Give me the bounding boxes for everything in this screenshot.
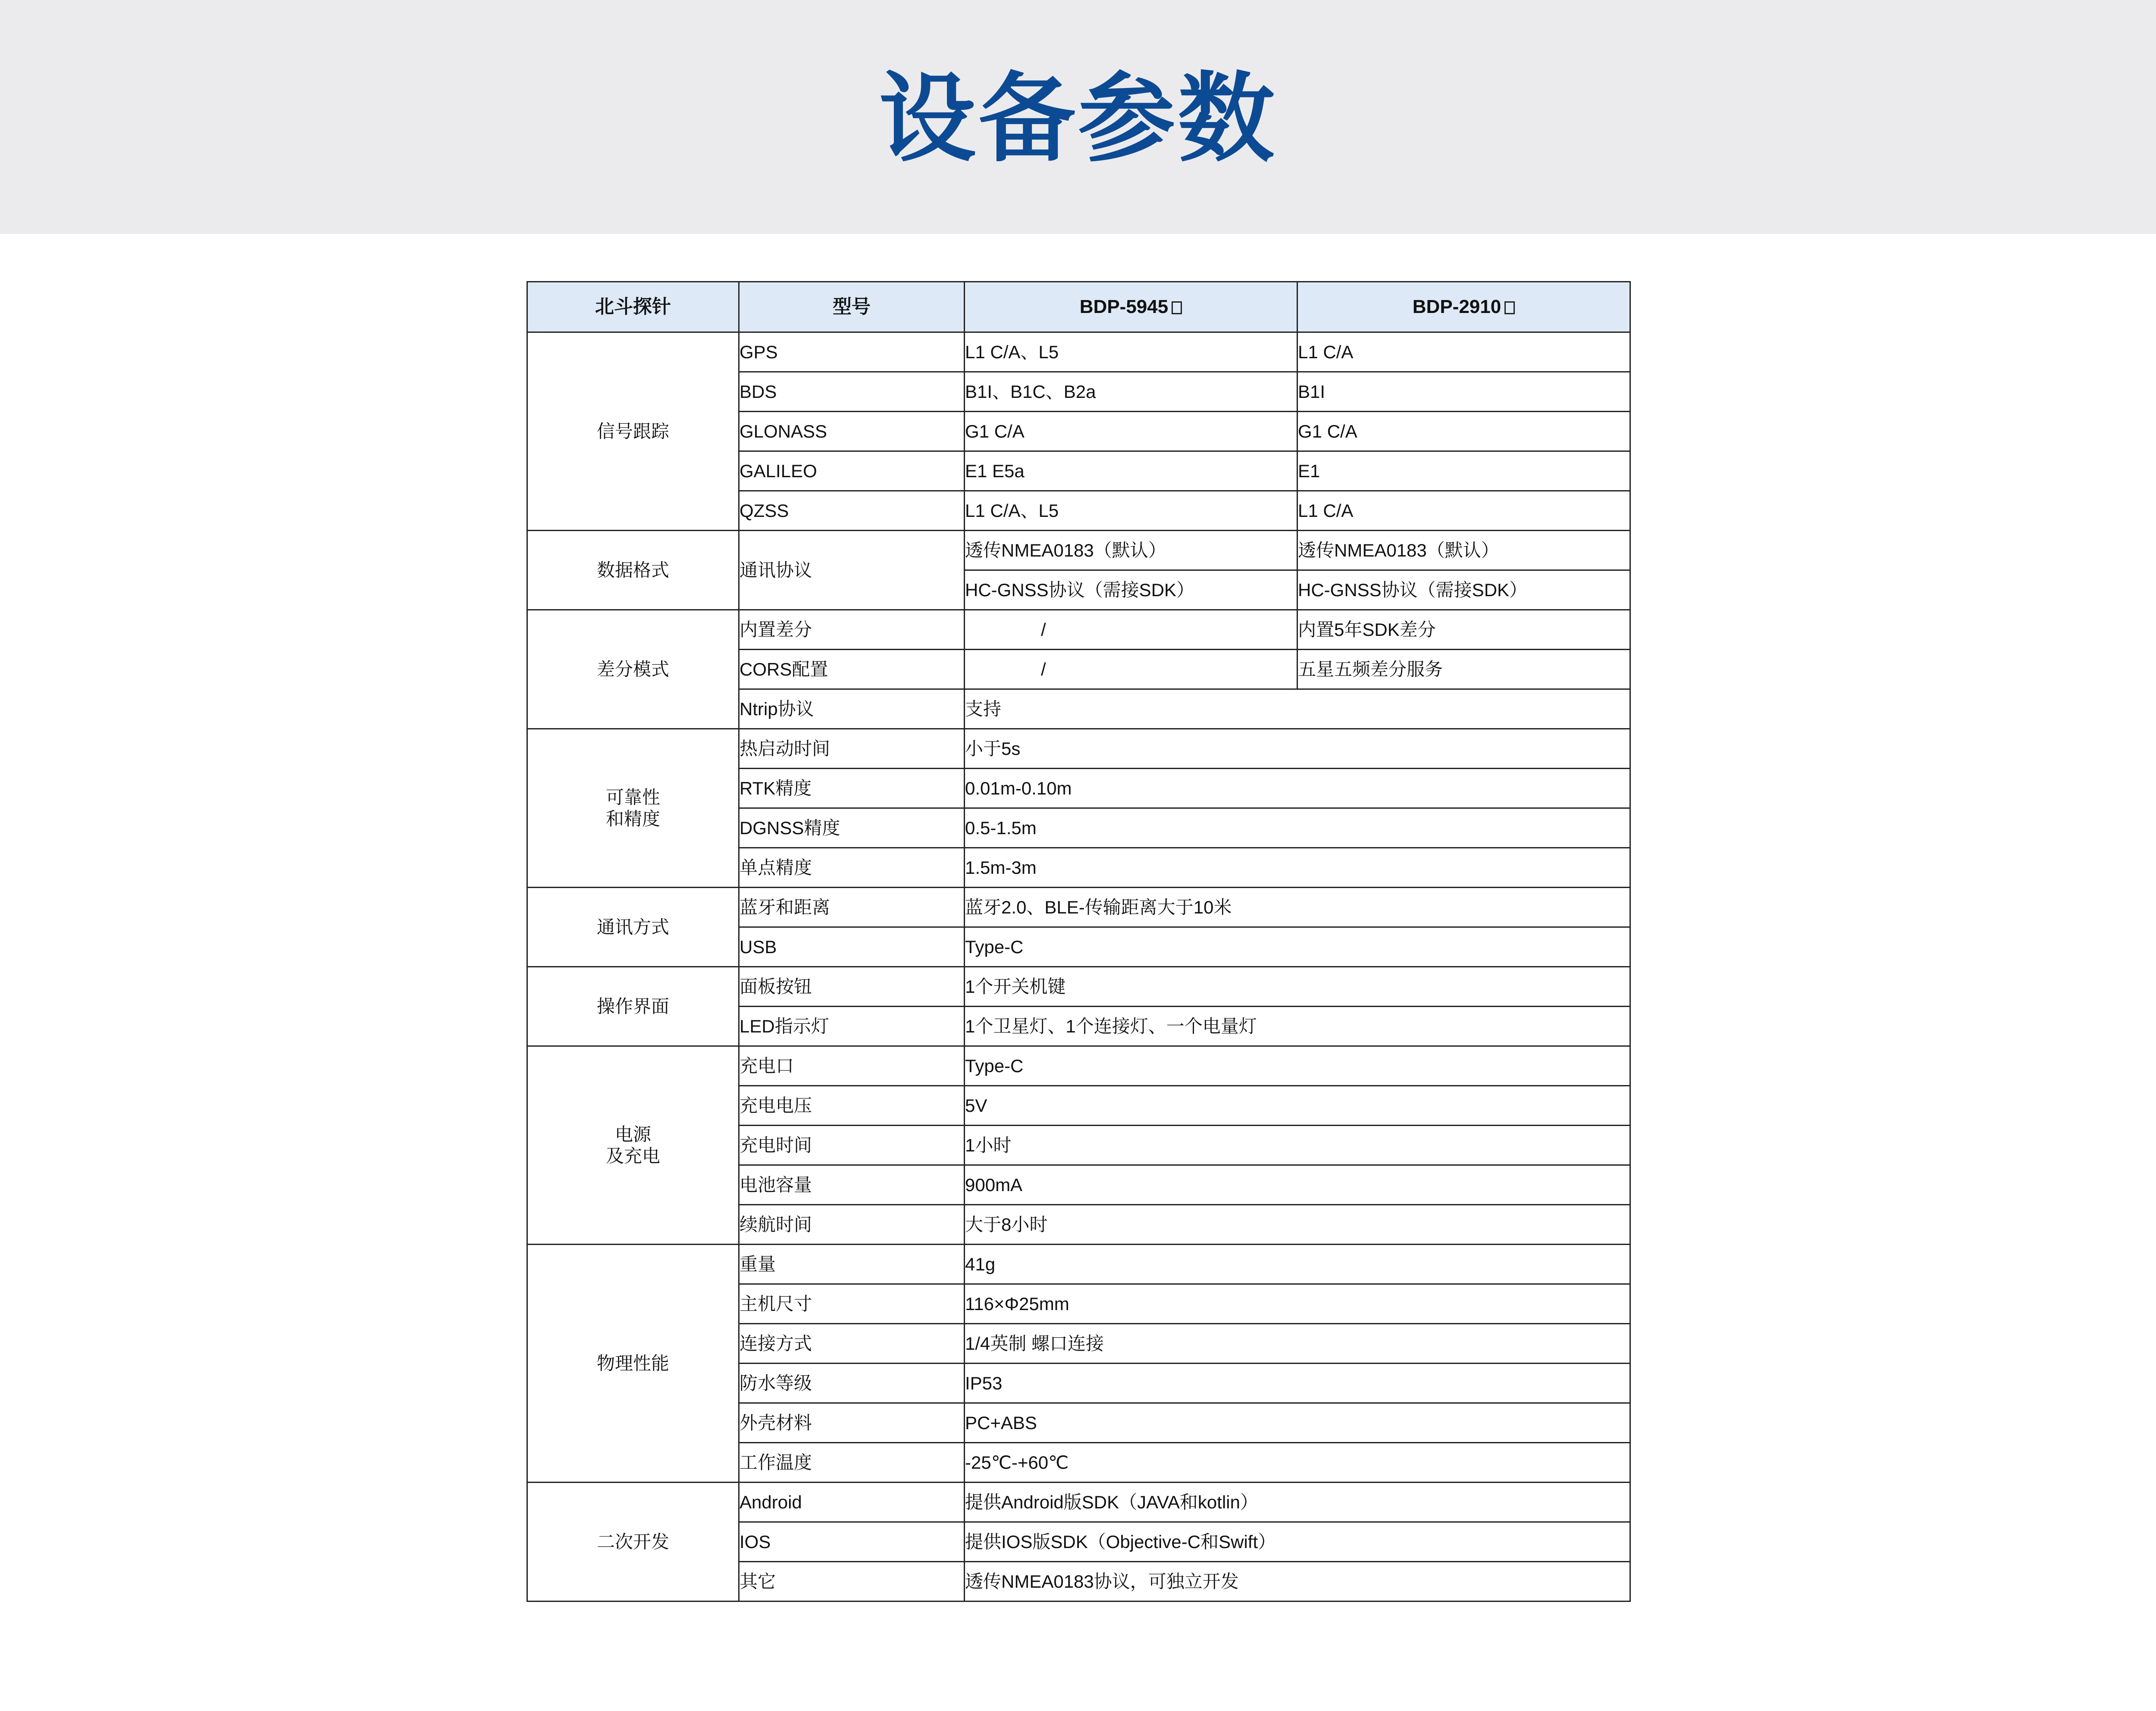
value-shared: 1.5m-3m — [965, 848, 1630, 888]
category-power — [527, 1046, 739, 1245]
value-bdp-5945: / — [965, 650, 1297, 689]
item-label: QZSS — [739, 491, 965, 531]
item-label: 连接方式 — [739, 1324, 965, 1364]
value-shared: 大于8小时 — [965, 1205, 1630, 1245]
table-row — [527, 1483, 1630, 1522]
value-shared: 0.01m-0.10m — [965, 769, 1630, 808]
value-bdp-2910: 五星五频差分服务 — [1297, 650, 1630, 689]
item-label: 蓝牙和距离 — [739, 888, 965, 927]
item-label: Ntrip协议 — [739, 689, 965, 729]
category-diff-mode: 差分模式 — [527, 610, 739, 729]
item-label: GPS — [739, 332, 965, 372]
value-shared: 1/4英制 螺口连接 — [965, 1324, 1630, 1364]
category-comm: 通讯方式 — [527, 888, 739, 967]
value-shared: 提供Android版SDK（JAVA和kotlin） — [965, 1483, 1630, 1522]
table-row — [527, 967, 1630, 1007]
item-label: GALILEO — [739, 451, 965, 491]
value-bdp-5945: G1 C/A — [965, 412, 1297, 451]
value-shared: 透传NMEA0183协议，可独立开发 — [965, 1562, 1630, 1602]
value-bdp-5945: HC-GNSS协议（需接SDK） — [965, 570, 1297, 610]
item-label: 热启动时间 — [739, 729, 965, 769]
value-shared: 支持 — [965, 689, 1630, 729]
item-label: 充电口 — [739, 1046, 965, 1086]
item-label: 内置差分 — [739, 610, 965, 650]
header-model: 型号 — [739, 282, 965, 332]
item-label: 充电电压 — [739, 1086, 965, 1126]
category-physical: 物理性能 — [527, 1245, 739, 1483]
value-shared: IP53 — [965, 1364, 1630, 1403]
item-label: 电池容量 — [739, 1165, 965, 1205]
item-label: 防水等级 — [739, 1364, 965, 1403]
value-bdp-5945: B1I、B1C、B2a — [965, 372, 1297, 412]
value-bdp-2910: G1 C/A — [1297, 412, 1630, 451]
category-data-format: 数据格式 — [527, 531, 739, 610]
table-row — [527, 1245, 1630, 1284]
item-label: Android — [739, 1483, 965, 1522]
item-label: RTK精度 — [739, 769, 965, 808]
header-bdp-2910 — [1297, 282, 1630, 332]
header-product: 北斗探针 — [527, 282, 739, 332]
value-bdp-5945: E1 E5a — [965, 451, 1297, 491]
item-label: DGNSS精度 — [739, 808, 965, 848]
item-label: BDS — [739, 372, 965, 412]
table-row — [527, 729, 1630, 769]
title-banner — [0, 0, 2156, 234]
header-bdp-5945 — [965, 282, 1297, 332]
category-dev: 二次开发 — [527, 1483, 739, 1602]
value-bdp-2910: B1I — [1297, 372, 1630, 412]
item-label: LED指示灯 — [739, 1007, 965, 1046]
table-row — [527, 332, 1630, 372]
table-row — [527, 1046, 1630, 1086]
item-label: USB — [739, 927, 965, 967]
value-shared: Type-C — [965, 1046, 1630, 1086]
item-label: CORS配置 — [739, 650, 965, 689]
item-label: 续航时间 — [739, 1205, 965, 1245]
item-label: IOS — [739, 1522, 965, 1562]
item-label: 工作温度 — [739, 1443, 965, 1483]
value-bdp-2910: L1 C/A — [1297, 491, 1630, 531]
checkbox-glyph-icon — [1172, 301, 1182, 314]
checkbox-glyph-icon — [1504, 301, 1515, 314]
value-bdp-2910: E1 — [1297, 451, 1630, 491]
value-bdp-5945: 透传NMEA0183（默认） — [965, 531, 1297, 570]
category-signal: 信号跟踪 — [527, 332, 739, 531]
header-bdp-5945-label: BDP-5945 — [1079, 296, 1169, 317]
value-bdp-5945: L1 C/A、L5 — [965, 332, 1297, 372]
item-label: 通讯协议 — [739, 531, 965, 610]
value-shared: 蓝牙2.0、BLE-传输距离大于10米 — [965, 888, 1630, 927]
value-shared: -25℃-+60℃ — [965, 1443, 1630, 1483]
item-label: GLONASS — [739, 412, 965, 451]
table-row — [527, 888, 1630, 927]
category-ui: 操作界面 — [527, 967, 739, 1046]
category-reliability — [527, 729, 739, 888]
value-bdp-2910: 透传NMEA0183（默认） — [1297, 531, 1630, 570]
value-shared: 116×Φ25mm — [965, 1284, 1630, 1324]
value-shared: 41g — [965, 1245, 1630, 1284]
category-line: 及充电 — [605, 1145, 660, 1166]
value-shared: 0.5-1.5m — [965, 808, 1630, 848]
table-header-row — [527, 282, 1630, 332]
value-shared: 提供IOS版SDK（Objective-C和Swift） — [965, 1522, 1630, 1562]
item-label: 其它 — [739, 1562, 965, 1602]
value-shared: 1个卫星灯、1个连接灯、一个电量灯 — [965, 1007, 1630, 1046]
value-shared: 1小时 — [965, 1126, 1630, 1165]
page-title: 设备参数 — [879, 64, 1277, 173]
item-label: 充电时间 — [739, 1126, 965, 1165]
category-line: 电源 — [614, 1124, 651, 1145]
category-line: 可靠性 — [605, 787, 660, 807]
value-bdp-5945: / — [965, 610, 1297, 650]
item-label: 外壳材料 — [739, 1403, 965, 1443]
value-bdp-2910: HC-GNSS协议（需接SDK） — [1297, 570, 1630, 610]
table-row — [527, 531, 1630, 570]
table-row — [527, 610, 1630, 650]
spec-table — [526, 281, 1631, 1602]
item-label: 重量 — [739, 1245, 965, 1284]
header-bdp-2910-label: BDP-2910 — [1412, 296, 1501, 317]
value-shared: PC+ABS — [965, 1403, 1630, 1443]
value-shared: 900mA — [965, 1165, 1630, 1205]
category-line: 和精度 — [605, 808, 660, 829]
item-label: 面板按钮 — [739, 967, 965, 1007]
item-label: 主机尺寸 — [739, 1284, 965, 1324]
value-shared: Type-C — [965, 927, 1630, 967]
value-bdp-5945: L1 C/A、L5 — [965, 491, 1297, 531]
item-label: 单点精度 — [739, 848, 965, 888]
value-bdp-2910: 内置5年SDK差分 — [1297, 610, 1630, 650]
value-shared: 1个开关机键 — [965, 967, 1630, 1007]
value-shared: 5V — [965, 1086, 1630, 1126]
value-bdp-2910: L1 C/A — [1297, 332, 1630, 372]
value-shared: 小于5s — [965, 729, 1630, 769]
